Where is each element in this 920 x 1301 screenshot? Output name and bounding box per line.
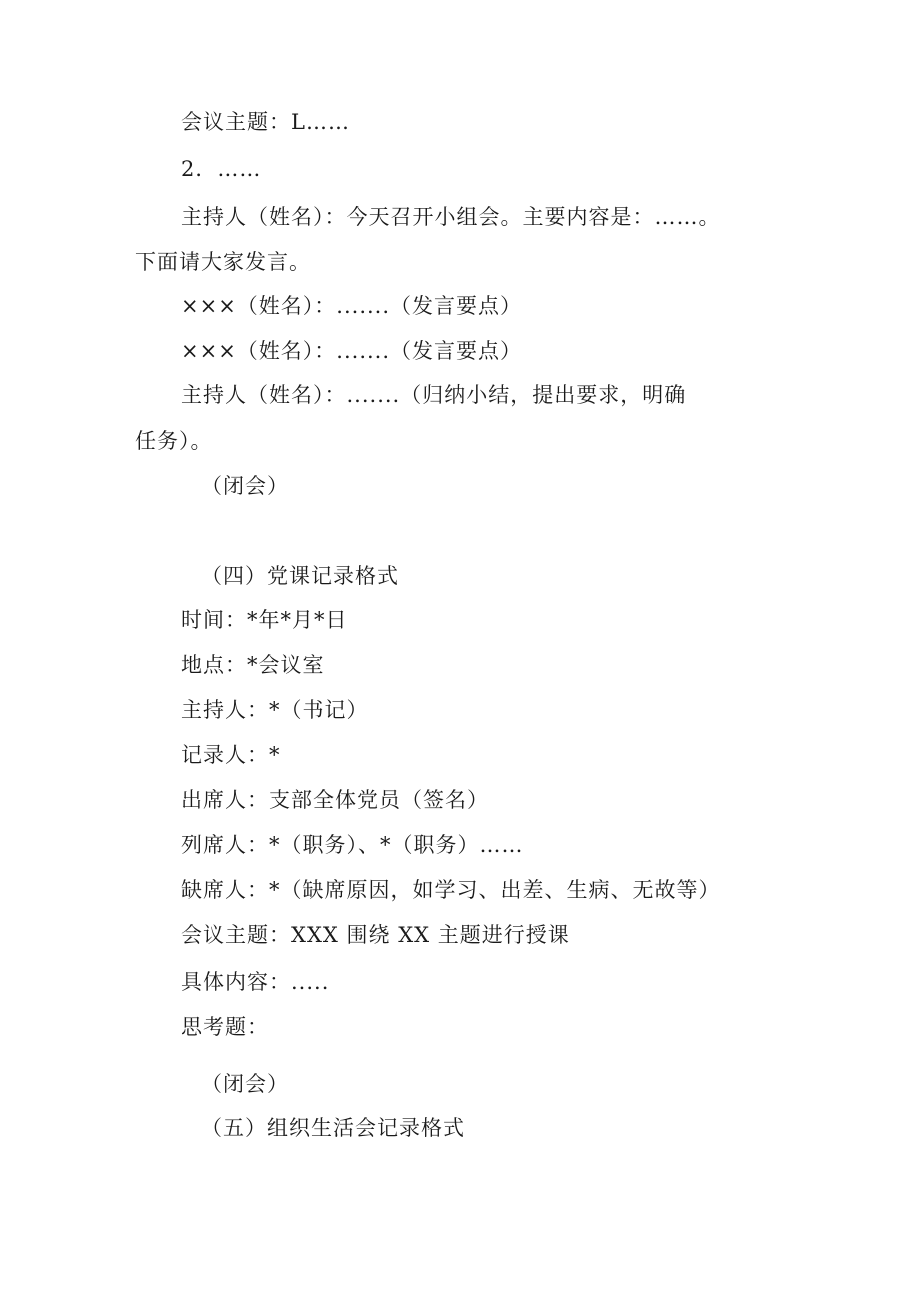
absentees-line: 缺席人：*（缺席原因，如学习、出差、生病、无故等） [181,878,721,902]
observers-line: 列席人：*（职务）、*（职务）…… [181,833,524,857]
speaker-line-2: ×××（姓名）：.......（发言要点） [181,339,523,363]
close-meeting-2: （闭会） [201,1072,289,1096]
attendees-line: 出席人：支部全体党员（签名） [181,788,489,812]
host-opening-line: 主持人（姓名）：今天召开小组会。主要内容是：……。 [181,205,721,229]
host-summary-continuation: 任务）。 [135,429,213,453]
content-line: 具体内容：..... [181,970,330,994]
recorder-line: 记录人：* [181,743,281,767]
location-line: 地点：*会议室 [181,653,325,677]
close-meeting-1: （闭会） [201,474,289,498]
item-2-line: 2．…… [181,157,262,181]
questions-line: 思考题： [181,1015,269,1039]
time-line: 时间：*年*月*日 [181,608,348,632]
host-opening-continuation: 下面请大家发言。 [135,250,311,274]
section-4-heading: （四）党课记录格式 [201,564,399,588]
lecture-topic-line: 会议主题：XXX 围绕 XX 主题进行授课 [181,923,570,947]
meeting-topic-line: 会议主题：L…… [181,110,350,134]
host-line: 主持人：*（书记） [181,698,369,722]
speaker-line-1: ×××（姓名）：.......（发言要点） [181,294,523,318]
host-summary-line: 主持人（姓名）：.......（归纳小结，提出要求，明确 [181,383,687,407]
section-5-heading: （五）组织生活会记录格式 [201,1116,465,1140]
